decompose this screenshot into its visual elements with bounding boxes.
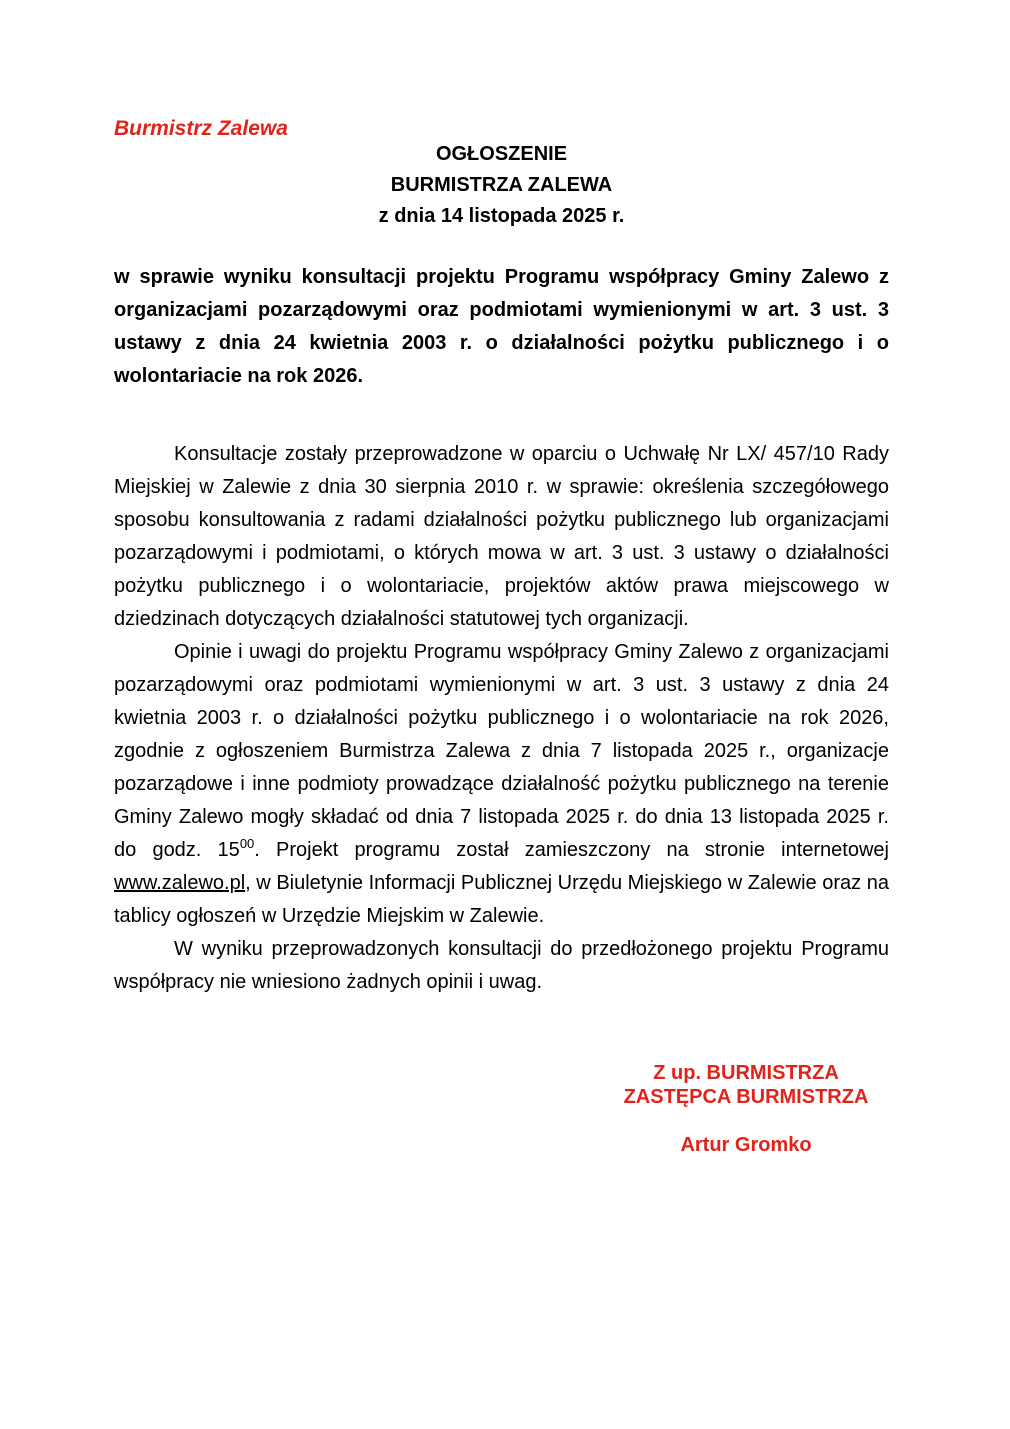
signature-position-line: ZASTĘPCA BURMISTRZA bbox=[623, 1086, 869, 1108]
subject-paragraph: w sprawie wyniku konsultacji projektu Programu współpracy Gminy Zalewo z organizacjami pozarządowymi oraz podmiotami wymienionymi w art. 3 ust. 3 ustawy z dnia 24 kwietnia 2003 r. o działalności pożytku publicznego i o wolontariacie na rok 2026. bbox=[114, 266, 889, 387]
signatory-name: Artur Gromko bbox=[680, 1134, 812, 1156]
paragraph-consultations-basis: Konsultacje zostały przeprowadzone w oparciu o Uchwałę Nr LX/ 457/10 Rady Miejskiej w Zalewie z dnia 30 sierpnia 2010 r. w sprawie: określenia szczegółowego sposobu konsultowania z radami działalności pożytku publicznego lub organizacjami pozarządowymi i podmiotami, o których mowa w art. 3 ust. 3 ustawy o działalności pożytku publicznego i o wolontariacie, projektów aktów prawa miejscowego w dziedzinach dotyczących działalności statutowej tych organizacji. bbox=[114, 443, 889, 630]
document-title bbox=[114, 139, 889, 232]
hour-superscript: 00 bbox=[239, 836, 255, 851]
letterhead: Burmistrz Zalewa bbox=[114, 117, 288, 140]
signature-gap bbox=[606, 1109, 886, 1133]
zalewo-link[interactable]: www.zalewo.pl bbox=[114, 872, 246, 894]
title-line-announcement: OGŁOSZENIE bbox=[435, 143, 568, 165]
paragraph-text-segment: , w Biuletynie Informacji Publicznej Urzędu Miejskiego w Zalewie oraz na tablicy ogłoszeń w Urzędzie Miejskim w Zalewie. bbox=[114, 872, 889, 927]
paragraph-opinions-period bbox=[114, 636, 889, 933]
title-line-authority: BURMISTRZA ZALEWA bbox=[390, 174, 613, 196]
signature-block bbox=[606, 1061, 886, 1157]
signature-authorization-line: Z up. BURMISTRZA bbox=[653, 1062, 839, 1084]
paragraph-result: W wyniku przeprowadzonych konsultacji do przedłożonego projektu Programu współpracy nie wniesiono żadnych opinii i uwag. bbox=[114, 938, 889, 993]
document-body bbox=[114, 438, 889, 999]
paragraph-text-segment: . Projekt programu został zamieszczony na stronie internetowej bbox=[254, 839, 889, 861]
title-line-date: z dnia 14 listopada 2025 r. bbox=[378, 205, 625, 227]
paragraph-text-segment: Opinie i uwagi do projektu Programu współpracy Gminy Zalewo z organizacjami pozarządowymi oraz podmiotami wymienionymi w art. 3 ust. 3 ustawy z dnia 24 kwietnia 2003 r. o działalności pożytku publicznego i o wolontariacie na rok 2026, zgodnie z ogłoszeniem Burmistrza Zalewa z dnia 7 listopada 2025 r., organizacje pozarządowe i inne podmioty prowadzące działalność pożytku publicznego na terenie Gminy Zalewo mogły składać od dnia 7 listopada 2025 r. do dnia 13 listopada 2025 r. do godz. 15 bbox=[114, 641, 889, 861]
